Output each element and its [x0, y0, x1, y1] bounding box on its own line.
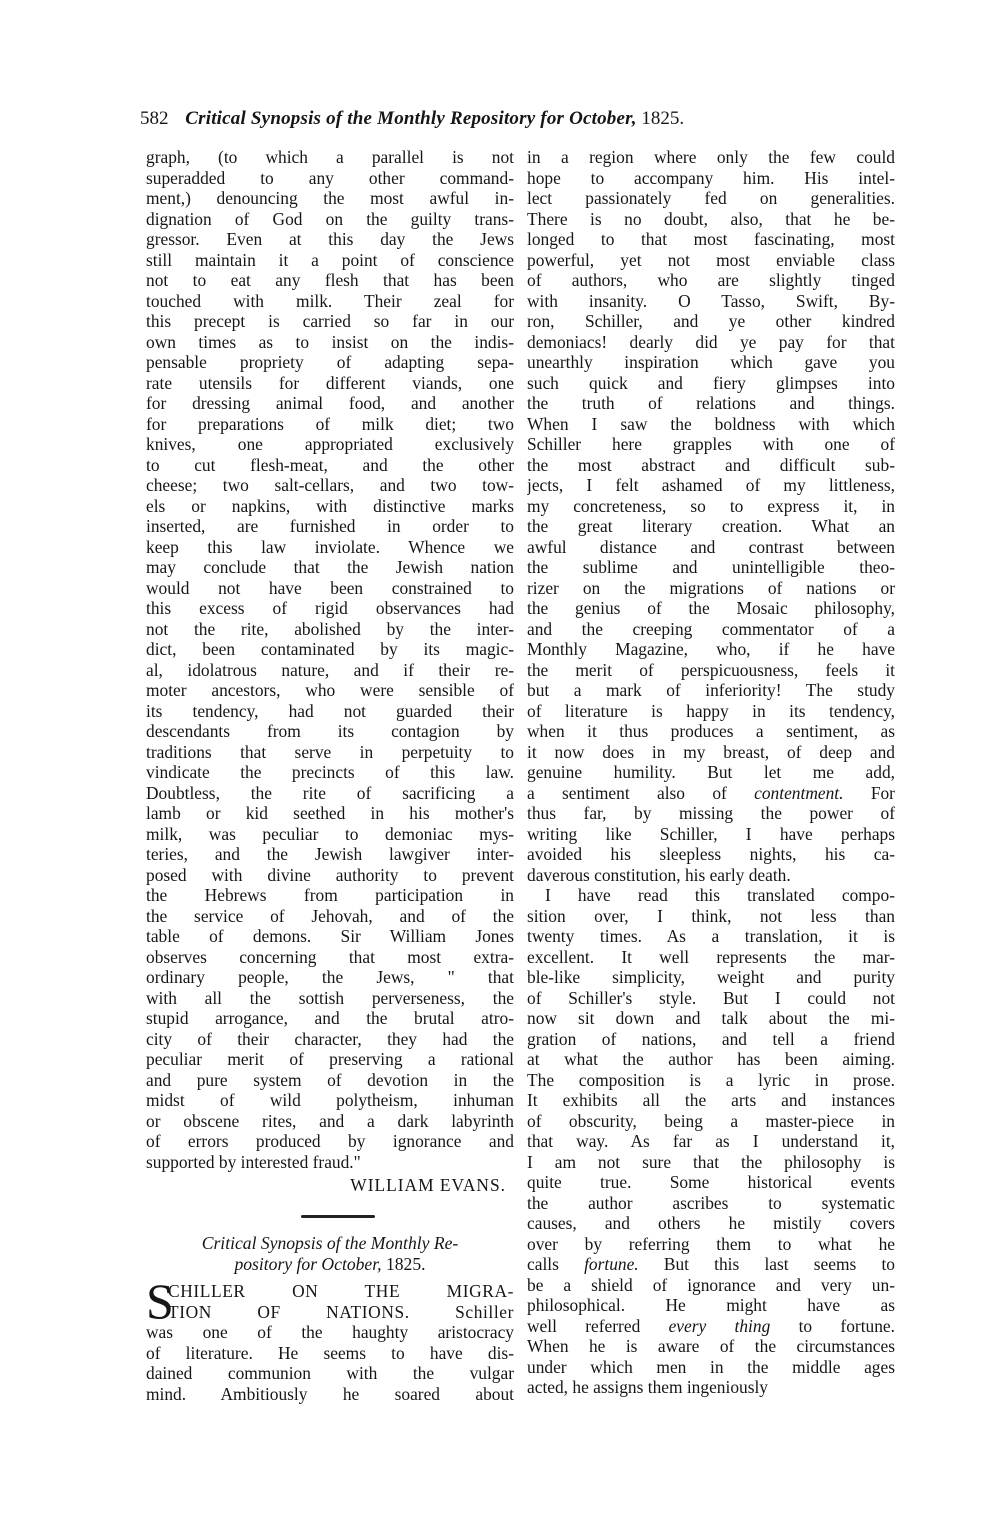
- line-text: graph, (to which a parallel is not: [146, 147, 514, 167]
- text-line: [146, 393, 514, 414]
- line-text: for preparations of milk diet; two: [146, 413, 514, 434]
- line-text: or obscene rites, and a dark labyrinth: [146, 1110, 514, 1131]
- line-text: inserted, are furnished in order to: [146, 516, 514, 536]
- text-line: [527, 373, 895, 394]
- line-text: the merit of perspicuousness, feels it: [527, 659, 895, 680]
- line-text: of obscurity, being a master-piece in: [527, 1110, 895, 1131]
- article-heading-year: 1825.: [385, 1254, 426, 1274]
- line-text: traditions that serve in perpetuity to: [146, 741, 514, 762]
- line-text: hope to accompany him. His intel-: [527, 167, 895, 188]
- line-text: vindicate the precincts of this law.: [146, 762, 514, 782]
- section-divider: [146, 1197, 514, 1233]
- line-text: to cut flesh-meat, and the other: [146, 454, 514, 475]
- line-text: its tendency, had not guarded their: [146, 700, 514, 721]
- line-text: for dressing animal food, and another: [146, 393, 514, 413]
- text-line: [527, 414, 895, 435]
- text-line: [527, 1377, 895, 1398]
- line-text: thus far, by missing the power of: [527, 803, 895, 823]
- text-line: [146, 1384, 514, 1405]
- line-text: the most abstract and difficult sub-: [527, 454, 895, 475]
- line-text: descendants from its contagion by: [146, 721, 514, 741]
- line-text: with all the sottish perverseness, the: [146, 987, 514, 1008]
- text-line: [527, 557, 895, 578]
- line-text: of errors produced by ignorance and: [146, 1131, 514, 1151]
- line-text: the author ascribes to systematic: [527, 1192, 895, 1213]
- line-text: the great literary creation. What an: [527, 516, 895, 536]
- text-line: [146, 250, 514, 271]
- text-line: [527, 1193, 895, 1214]
- text-line: [527, 598, 895, 619]
- line-text: sition over, I think, not less than: [527, 905, 895, 926]
- text-line: [527, 147, 895, 168]
- line-text: pensable propriety of adapting sepa-: [146, 352, 514, 372]
- text-line: [146, 455, 514, 476]
- text-line: [146, 844, 514, 865]
- text-line: [527, 1152, 895, 1173]
- line-text: peculiar merit of preserving a rational: [146, 1049, 514, 1069]
- line-text: ron, Schiller, and ye other kindred: [527, 311, 895, 331]
- line-text: knives, one appropriated exclusively: [146, 434, 514, 454]
- page-number: 582: [140, 108, 169, 129]
- text-line: [527, 1336, 895, 1357]
- text-line: [527, 496, 895, 517]
- line-text: the sublime and unintelligible theo-: [527, 557, 895, 577]
- text-line: [527, 332, 895, 353]
- text-line: [527, 291, 895, 312]
- italic-word: contentment.: [754, 782, 844, 803]
- line-text: dignation of God on the guilty trans-: [146, 208, 514, 229]
- line-text: midst of wild polytheism, inhuman: [146, 1090, 514, 1110]
- text-line: [146, 701, 514, 722]
- text-line: [146, 906, 514, 927]
- line-text: the genius of the Mosaic philosophy,: [527, 598, 895, 618]
- line-text: ordinary people, the Jews, " that: [146, 967, 514, 987]
- text-line: [527, 762, 895, 783]
- text-line: [146, 291, 514, 312]
- line-text: I have read this translated compo-: [545, 885, 895, 905]
- line-text: in a region where only the few could: [527, 147, 895, 167]
- text-line: [527, 209, 895, 230]
- line-text: was one of the haughty aristocracy: [146, 1322, 514, 1342]
- text-line: [146, 188, 514, 209]
- text-line: [527, 188, 895, 209]
- text-line: [146, 270, 514, 291]
- text-line: [146, 1131, 514, 1152]
- text-line: [527, 475, 895, 496]
- text-line: [527, 967, 895, 988]
- line-text: I am not sure that the philosophy is: [527, 1151, 895, 1172]
- right-column: [527, 147, 895, 1398]
- line-text: now sit down and talk about the mi-: [527, 1008, 895, 1028]
- line-text: causes, and others he mistily covers: [527, 1213, 895, 1233]
- text-line: [527, 906, 895, 927]
- text-line: [527, 1172, 895, 1193]
- line-text: of Schiller's style. But I could not: [527, 987, 895, 1008]
- text-line: [146, 619, 514, 640]
- line-text-continued: to fortune.: [798, 1315, 895, 1336]
- line-text: rizer on the migrations of nations or: [527, 577, 895, 598]
- line-text: moter ancestors, who were sensible of: [146, 680, 514, 700]
- line-text: the Hebrews from participation in: [146, 885, 514, 905]
- line-text: gration of nations, and tell a friend: [527, 1028, 895, 1049]
- text-line: [146, 168, 514, 189]
- text-line: [146, 680, 514, 701]
- text-line: [527, 680, 895, 701]
- text-line: [527, 1275, 895, 1296]
- text-line: [527, 803, 895, 824]
- text-line: [146, 352, 514, 373]
- text-line: [146, 1029, 514, 1050]
- line-text: of literature. He seems to have dis-: [146, 1342, 514, 1363]
- text-line: [146, 988, 514, 1009]
- text-line: [527, 947, 895, 968]
- text-line: [527, 865, 895, 886]
- line-text: Doubtless, the rite of sacrificing a: [146, 782, 514, 803]
- left-column: [146, 147, 514, 1404]
- text-line: [146, 1070, 514, 1091]
- text-line: [146, 967, 514, 988]
- text-line: [527, 844, 895, 865]
- line-text: rate utensils for different viands, one: [146, 372, 514, 393]
- text-line: [527, 988, 895, 1009]
- text-line: [146, 885, 514, 906]
- text-line: [146, 1343, 514, 1364]
- line-text: mind. Ambitiously he soared about: [146, 1383, 514, 1404]
- text-line: [146, 414, 514, 435]
- text-line: [527, 1357, 895, 1378]
- line-text: calls: [527, 1254, 559, 1274]
- line-text: teries, and the Jewish lawgiver inter-: [146, 844, 514, 864]
- line-text: of authors, who are slightly tinged: [527, 270, 895, 290]
- divider-rule: [301, 1215, 375, 1218]
- line-text: it now does in my breast, of deep and: [527, 741, 895, 762]
- text-line: [527, 1008, 895, 1029]
- line-text: powerful, yet not most enviable class: [527, 249, 895, 270]
- text-line: [527, 619, 895, 640]
- text-line: [146, 332, 514, 353]
- article-opening-text: [146, 1273, 514, 1404]
- text-line: [146, 147, 514, 168]
- line-text: gressor. Even at this day the Jews: [146, 229, 514, 249]
- running-title: Critical Synopsis of the Monthly Repository for October,: [185, 108, 637, 129]
- text-line: [527, 660, 895, 681]
- line-text: at what the author has been aiming.: [527, 1049, 895, 1069]
- text-line: [527, 1070, 895, 1091]
- text-line: [527, 639, 895, 660]
- text-line: [146, 721, 514, 742]
- text-line: [146, 1322, 514, 1343]
- line-text: genuine humility. But let me add,: [527, 762, 895, 782]
- text-line: [527, 1316, 895, 1337]
- text-line: [146, 1049, 514, 1070]
- text-line: [527, 311, 895, 332]
- text-line: [146, 803, 514, 824]
- signature: WILLIAM EVANS.: [350, 1175, 506, 1195]
- line-text: and the creeping commentator of a: [527, 618, 895, 639]
- text-line: [527, 1111, 895, 1132]
- left-column-text: [146, 147, 514, 1172]
- line-text: CHILLER ON THE MIGRA-: [168, 1281, 514, 1301]
- text-line: [146, 1363, 514, 1384]
- line-text: milk, was peculiar to demoniac mys-: [146, 823, 514, 844]
- line-text: superadded to any other command-: [146, 167, 514, 188]
- line-text: not the rite, abolished by the inter-: [146, 618, 514, 639]
- line-text: under which men in the middle ages: [527, 1356, 895, 1377]
- article-heading-text: pository for October,: [234, 1254, 382, 1274]
- line-text: The composition is a lyric in prose.: [527, 1069, 895, 1090]
- line-text: excellent. It well represents the mar-: [527, 946, 895, 967]
- text-line: [527, 1254, 895, 1275]
- article-heading-line-1: Critical Synopsis of the Monthly Re-: [201, 1233, 459, 1253]
- line-text: be a shield of ignorance and very un-: [527, 1274, 895, 1295]
- text-line: [527, 168, 895, 189]
- line-text: jects, I felt ashamed of my littleness,: [527, 475, 895, 495]
- article-heading-line-2: [146, 1254, 514, 1275]
- drop-cap: S: [146, 1273, 174, 1329]
- line-text: posed with divine authority to prevent: [146, 864, 514, 885]
- text-line: [527, 926, 895, 947]
- text-line: [146, 229, 514, 250]
- text-line: [527, 701, 895, 722]
- line-text: ble-like simplicity, weight and purity: [527, 967, 895, 987]
- text-line: [146, 475, 514, 496]
- text-line: [146, 311, 514, 332]
- text-line: [527, 742, 895, 763]
- line-text: It exhibits all the arts and instances: [527, 1090, 895, 1110]
- line-text: lamb or kid seethed in his mother's: [146, 803, 514, 823]
- article-opening: [146, 1273, 514, 1404]
- text-line: [146, 1302, 514, 1323]
- text-line: [146, 926, 514, 947]
- line-text: the truth of relations and things.: [527, 393, 895, 413]
- text-line: [146, 1152, 514, 1173]
- line-text: dict, been contaminated by its magic-: [146, 639, 514, 659]
- line-text: There is no doubt, also, that he be-: [527, 208, 895, 229]
- text-line: [146, 824, 514, 845]
- line-text: When I saw the boldness with which: [527, 413, 895, 434]
- line-text: over by referring them to what he: [527, 1233, 895, 1254]
- text-line: [527, 1049, 895, 1070]
- running-head: [140, 108, 830, 130]
- line-text: longed to that most fascinating, most: [527, 229, 895, 249]
- line-text: avoided his sleepless nights, his ca-: [527, 844, 895, 864]
- text-line: [146, 762, 514, 783]
- line-text: philosophical. He might have as: [527, 1295, 895, 1315]
- line-text: twenty times. As a translation, it is: [527, 926, 895, 946]
- text-line: [146, 1281, 514, 1302]
- line-text: writing like Schiller, I have perhaps: [527, 823, 895, 844]
- line-text: Monthly Magazine, who, if he have: [527, 639, 895, 659]
- line-text: ment,) denouncing the most awful in-: [146, 188, 514, 208]
- line-text: table of demons. Sir William Jones: [146, 926, 514, 946]
- line-text: and pure system of devotion in the: [146, 1069, 514, 1090]
- text-line: [146, 496, 514, 517]
- text-line: [527, 352, 895, 373]
- text-line: [146, 516, 514, 537]
- line-text: still maintain it a point of conscience: [146, 249, 514, 270]
- line-text: a sentiment also of: [527, 782, 727, 803]
- line-text: with insanity. O Tasso, Swift, By-: [527, 290, 895, 311]
- text-line: [146, 537, 514, 558]
- line-text: awful distance and contrast between: [527, 536, 895, 557]
- text-line: [527, 1234, 895, 1255]
- line-text: this excess of rigid observances had: [146, 598, 514, 618]
- line-text: but a mark of inferiority! The study: [527, 680, 895, 700]
- line-text: the service of Jehovah, and of the: [146, 905, 514, 926]
- line-text: Schiller here grapples with one of: [527, 434, 895, 454]
- line-text: When he is aware of the circumstances: [527, 1336, 895, 1356]
- text-line: [527, 1213, 895, 1234]
- line-text: unearthly inspiration which gave you: [527, 352, 895, 372]
- text-line: [146, 209, 514, 230]
- text-line: [146, 1008, 514, 1029]
- line-text: such quick and fiery glimpses into: [527, 372, 895, 393]
- line-text-continued: But this last seems to: [663, 1254, 895, 1274]
- line-text: touched with milk. Their zeal for: [146, 290, 514, 311]
- line-text: acted, he assigns them ingeniously: [527, 1377, 769, 1397]
- text-line: [527, 1131, 895, 1152]
- text-line: [527, 1029, 895, 1050]
- text-line: [527, 1295, 895, 1316]
- text-line: [146, 865, 514, 886]
- italic-word: fortune.: [584, 1254, 639, 1274]
- text-line: [527, 434, 895, 455]
- text-line: [527, 721, 895, 742]
- line-text: els or napkins, with distinctive marks: [146, 495, 514, 516]
- line-text: when it thus produces a sentiment, as: [527, 721, 895, 741]
- text-line: [527, 824, 895, 845]
- text-line: [146, 783, 514, 804]
- line-text: of literature is happy in its tendency,: [527, 700, 895, 721]
- text-line: [146, 947, 514, 968]
- line-text: quite true. Some historical events: [527, 1172, 895, 1192]
- line-text: city of their character, they had the: [146, 1028, 514, 1049]
- text-line: [527, 250, 895, 271]
- line-text: would not have been constrained to: [146, 577, 514, 598]
- text-line: [146, 1090, 514, 1111]
- text-line: [146, 660, 514, 681]
- text-line: [146, 578, 514, 599]
- right-column-text: [527, 147, 895, 1398]
- line-text: stupid arrogance, and the brutal atro-: [146, 1008, 514, 1028]
- line-text: keep this law inviolate. Whence we: [146, 536, 514, 557]
- line-text: may conclude that the Jewish nation: [146, 557, 514, 577]
- text-line: [146, 598, 514, 619]
- text-line: [527, 537, 895, 558]
- line-text: own times as to insist on the indis-: [146, 331, 514, 352]
- running-year: 1825.: [641, 108, 685, 129]
- text-line: [527, 229, 895, 250]
- line-text: well referred: [527, 1315, 641, 1336]
- line-text: that way. As far as I understand it,: [527, 1131, 895, 1151]
- text-line: [527, 1090, 895, 1111]
- text-line: [527, 455, 895, 476]
- text-line: [146, 434, 514, 455]
- text-line: [527, 270, 895, 291]
- line-text: dained communion with the vulgar: [146, 1363, 514, 1383]
- text-line: [527, 393, 895, 414]
- text-line: [146, 373, 514, 394]
- line-text: TION OF NATIONS. Schiller: [168, 1301, 514, 1322]
- line-text: demoniacs! dearly did ye pay for that: [527, 331, 895, 352]
- italic-word: every thing: [668, 1315, 771, 1336]
- text-line: [146, 742, 514, 763]
- line-text-continued: For: [870, 782, 895, 803]
- line-text: supported by interested fraud.": [146, 1151, 361, 1172]
- line-text: observes concerning that most extra-: [146, 946, 514, 967]
- article-heading: [146, 1233, 514, 1275]
- text-line: [146, 639, 514, 660]
- line-text: this precept is carried so far in our: [146, 311, 514, 331]
- line-text: daverous constitution, his early death.: [527, 864, 791, 885]
- line-text: cheese; two salt-cellars, and two tow-: [146, 475, 514, 495]
- line-text: not to eat any flesh that has been: [146, 270, 514, 290]
- line-text: lect passionately fed on generalities.: [527, 188, 895, 208]
- line-text: my concreteness, so to express it, in: [527, 495, 895, 516]
- line-text: al, idolatrous nature, and if their re-: [146, 659, 514, 680]
- text-line: [527, 516, 895, 537]
- text-line: [527, 578, 895, 599]
- text-line: [146, 557, 514, 578]
- text-line: [527, 885, 895, 906]
- text-line: [146, 1111, 514, 1132]
- text-line: [527, 783, 895, 804]
